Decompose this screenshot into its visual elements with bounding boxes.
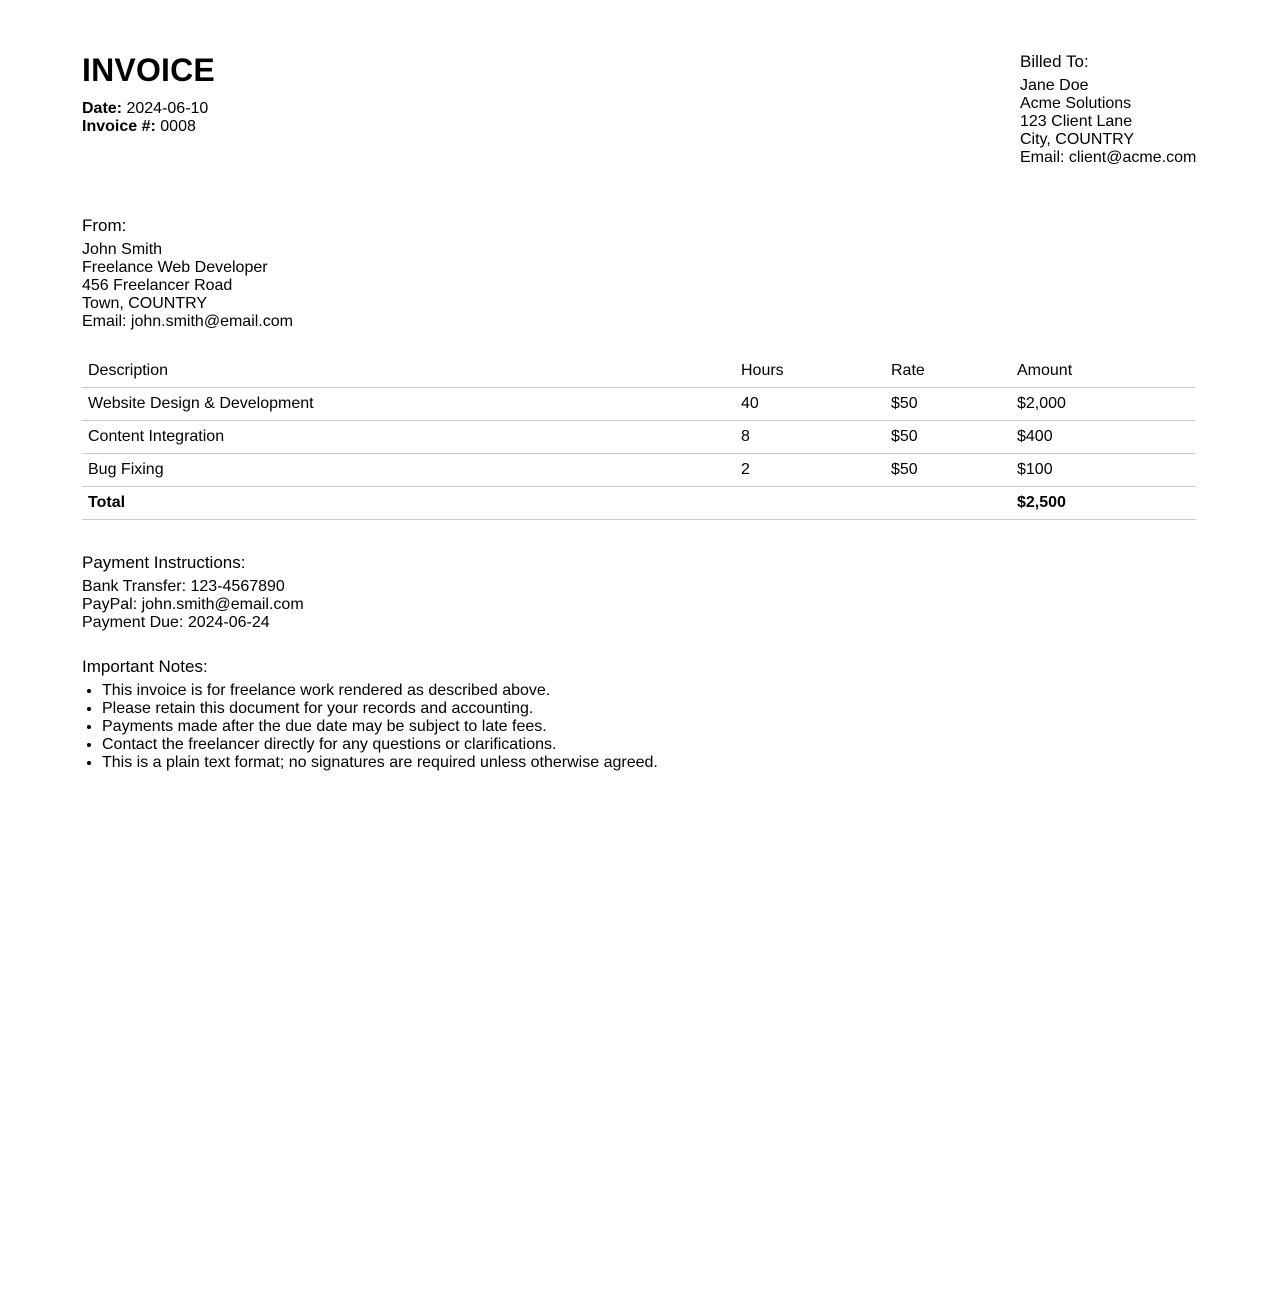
total-empty-hours (735, 487, 885, 520)
column-header-hours: Hours (735, 355, 885, 388)
date-label: Date: (82, 100, 123, 117)
from-heading: From: (82, 216, 127, 235)
row-amount: $400 (1011, 421, 1196, 454)
billed-to-heading: Billed To: (1020, 52, 1089, 71)
payment-heading: Payment Instructions: (82, 553, 246, 572)
list-item: • Please retain this document for your records and accounting. (102, 700, 658, 718)
sender-role: Freelance Web Developer (82, 259, 268, 276)
total-amount: $2,500 (1011, 487, 1196, 520)
client-company: Acme Solutions (1020, 95, 1132, 112)
column-header-rate: Rate (885, 355, 1011, 388)
row-amount: $2,000 (1011, 388, 1196, 421)
invoice-number (82, 118, 208, 136)
payment-instructions-block (82, 553, 304, 632)
list-item: • This invoice is for freelance work rendered as described above. (102, 682, 658, 700)
from-block (82, 216, 293, 331)
invoice-header (82, 0, 1196, 200)
invoice-date (82, 100, 208, 118)
client-city: City, COUNTRY (1020, 131, 1135, 148)
billed-to-block (1020, 52, 1220, 167)
notes-list (82, 682, 658, 772)
payment-paypal: PayPal: john.smith@email.com (82, 596, 304, 613)
row-description: Website Design & Development (82, 388, 735, 421)
row-rate: $50 (885, 421, 1011, 454)
sender-email: Email: john.smith@email.com (82, 313, 293, 330)
client-email: Email: client@acme.com (1020, 149, 1197, 166)
row-description: Content Integration (82, 421, 735, 454)
total-row (82, 487, 1196, 520)
invoice-number-value: 0008 (160, 118, 196, 135)
payment-bank: Bank Transfer: 123-4567890 (82, 578, 285, 595)
table-header-row (82, 355, 1196, 388)
invoice-title: INVOICE (82, 52, 215, 88)
sender-address: 456 Freelancer Road (82, 277, 233, 294)
row-hours: 8 (735, 421, 885, 454)
sender-name: John Smith (82, 241, 163, 258)
client-name: Jane Doe (1020, 77, 1089, 94)
table-row (82, 454, 1196, 487)
invoice-meta (82, 100, 208, 136)
column-header-amount: Amount (1011, 355, 1196, 388)
row-rate: $50 (885, 388, 1011, 421)
payment-due: Payment Due: 2024-06-24 (82, 614, 270, 631)
column-header-description: Description (82, 355, 735, 388)
sender-city: Town, COUNTRY (82, 295, 208, 312)
invoice-number-label: Invoice #: (82, 118, 156, 135)
client-address: 123 Client Lane (1020, 113, 1133, 130)
row-amount: $100 (1011, 454, 1196, 487)
total-empty-rate (885, 487, 1011, 520)
notes-heading: Important Notes: (82, 657, 208, 676)
row-description: Bug Fixing (82, 454, 735, 487)
total-label: Total (82, 487, 735, 520)
row-hours: 40 (735, 388, 885, 421)
list-item: • Contact the freelancer directly for any questions or clarifications. (102, 736, 658, 754)
table-row (82, 421, 1196, 454)
row-rate: $50 (885, 454, 1011, 487)
row-hours: 2 (735, 454, 885, 487)
list-item: • This is a plain text format; no signatures are required unless otherwise agreed. (102, 754, 658, 772)
important-notes-block (82, 657, 658, 772)
date-value: 2024-06-10 (126, 100, 209, 117)
table-row (82, 388, 1196, 421)
line-items-table (82, 355, 1196, 520)
list-item: • Payments made after the due date may be subject to late fees. (102, 718, 658, 736)
invoice-page (82, 0, 1197, 771)
